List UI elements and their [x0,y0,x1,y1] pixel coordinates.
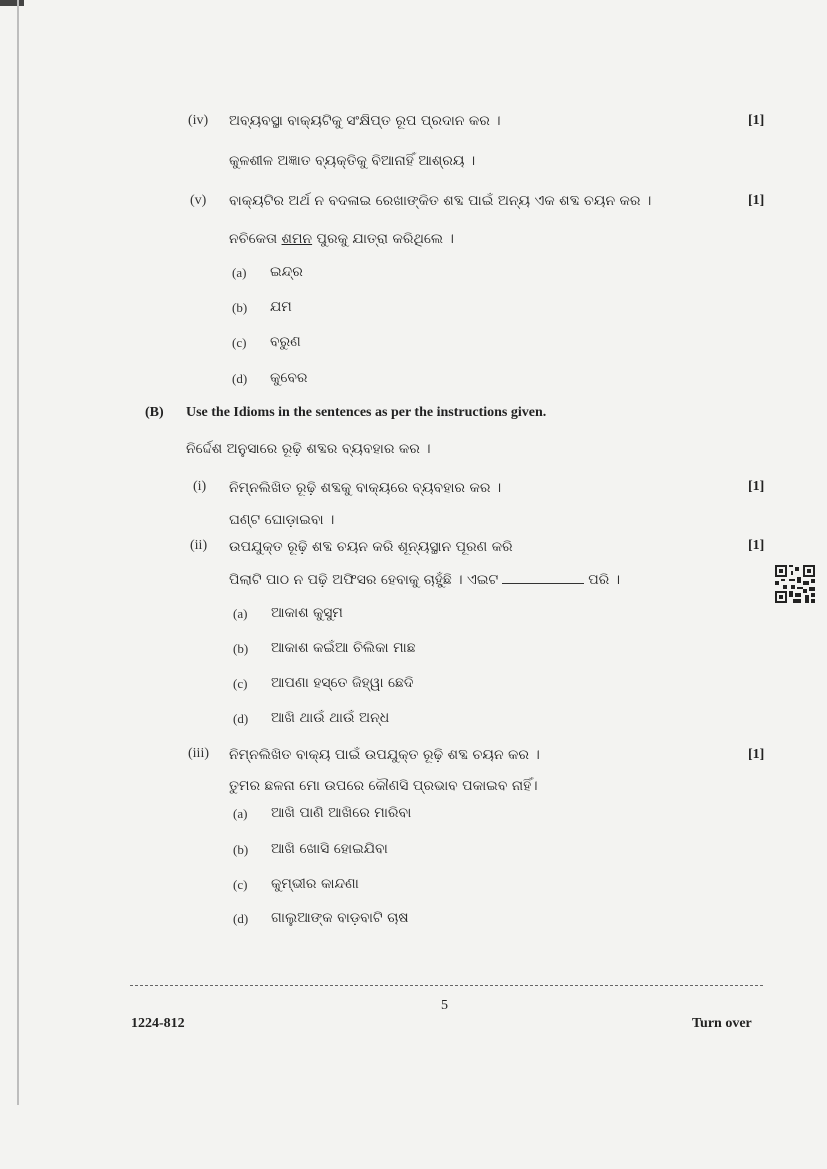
sentence-part: ପରି । [588,572,621,588]
page-number: 5 [441,998,448,1013]
sentence-part: ପିଲାଟି ପାଠ ନ ପଢ଼ି ଅଫିସର ହେବାକୁ ଚାହୁଁଛି । ଏଇଟ [229,572,499,588]
question-v-marks: [1] [748,193,765,208]
question-iii-sentence: ତୁମର ଛଳନା ମୋ ଉପରେ କୌଣସି ପ୍ରଭାବ ପକାଇବ ନାହିଁ। [229,778,538,794]
question-ii-number: (ii) [190,538,208,553]
option-label: (d) [233,711,249,726]
question-v-sentence [229,231,454,247]
option-text: ଆଖି ଥାଉଁ ଥାଉଁ ଅନ୍ଧ [271,710,390,726]
option-text: ଗାଲୁଆଙ୍କ ବାଡ଼ବାଟି ଚାଷ [271,910,409,926]
question-iv-sentence: କୁଳଶୀଳ ଅଜ୍ଞାତ ବ୍ୟକ୍ତିକୁ ବିଆନାହିଁ ଆଶ୍ରୟ । [229,153,476,169]
option-text: ବରୁଣ [270,334,301,350]
option-text: କୁମ୍ଭୀର କାନ୍ଦଣା [271,876,359,892]
question-v-number: (v) [190,193,207,208]
section-b-instruction-en: Use the Idioms in the sentences as per the instructions given. [186,405,547,420]
option-text: ଆପଣା ହସ୍ତେ ଜିହ୍ୱା ଛେଦି [271,675,414,691]
turn-over-label: Turn over [692,1016,752,1031]
question-i-number: (i) [193,479,207,494]
option-label: (c) [233,877,248,892]
option-label: (c) [233,676,248,691]
question-iii-marks: [1] [748,747,765,762]
question-iv-marks: [1] [748,113,765,128]
option-label: (a) [233,806,248,821]
sentence-part: ନଚିକେତା [229,231,282,247]
scan-edge-left [17,0,19,1105]
underlined-word: ଶମନ [281,231,313,247]
option-text: ଯମ [270,299,292,315]
option-label: (b) [233,641,249,656]
option-label: (c) [232,335,247,350]
option-text: ଇନ୍ଦ୍ର [270,264,303,280]
option-label: (a) [232,265,247,280]
option-text: ଆଖି ଖୋସି ହୋଇଯିବା [271,841,388,857]
option-label: (a) [233,606,248,621]
question-ii-sentence [229,571,620,588]
section-b-label: (B) [145,405,164,420]
question-iii-text: ନିମ୍ନଲିଖିତ ବାକ୍ୟ ପାଇଁ ଉପଯୁକ୍ତ ରୂଢ଼ି ଶବ୍ଦ ଚୟନ କର । [229,747,540,763]
option-label: (d) [233,911,249,926]
option-text: ଆକାଶ କଇଁଆ ଚିଲିକା ମାଛ [271,640,416,656]
fill-in-blank [502,571,584,584]
question-ii-text: ଉପଯୁକ୍ତ ରୂଢ଼ି ଶବ୍ଦ ଚୟନ କରି ଶୂନ୍ୟସ୍ଥାନ ପୂରଣ କରି [229,539,513,555]
question-iv-text: ଅବ୍ୟବସ୍ଥା ବାକ୍ୟଟିକୁ ସଂକ୍ଷିପ୍ତ ରୂପ ପ୍ରଦାନ କର । [229,113,501,129]
question-v-text: ବାକ୍ୟଟିର ଅର୍ଥ ନ ବଦଳାଇ ରେଖାଙ୍କିତ ଶବ୍ଦ ପାଇଁ ଅନ୍ୟ ଏକ ଶବ୍ଦ ଚୟନ କର । [229,193,652,209]
question-i-text: ନିମ୍ନଲିଖିତ ରୂଢ଼ି ଶବ୍ଦକୁ ବାକ୍ୟରେ ବ୍ୟବହାର କର । [229,480,502,496]
paper-code: 1224-812 [131,1016,185,1031]
question-ii-marks: [1] [748,538,765,553]
option-label: (b) [232,300,248,315]
sentence-part: ପୁରକୁ ଯାତ୍ରା କରିଥିଲେ । [312,231,454,247]
question-iii-number: (iii) [188,746,209,761]
qr-code-icon [775,565,815,603]
scan-edge-top [0,0,24,6]
option-text: ଆଖି ପାଣି ଆଖିରେ ମାରିବା [271,805,412,821]
question-iv-number: (iv) [188,113,209,128]
footer-rule [130,985,763,986]
question-i-idiom: ଘଣ୍ଟ ଘୋଡ଼ାଇବା । [229,512,335,528]
section-b-instruction-or: ନିର୍ଦ୍ଦେଶ ଅନୁସାରେ ରୂଢ଼ି ଶବ୍ଦର ବ୍ୟବହାର କର । [186,441,431,457]
option-label: (b) [233,842,249,857]
option-text: କୁବେର [270,370,308,386]
option-label: (d) [232,371,248,386]
question-i-marks: [1] [748,479,765,494]
option-text: ଆକାଶ କୁସୁମ [271,605,343,621]
